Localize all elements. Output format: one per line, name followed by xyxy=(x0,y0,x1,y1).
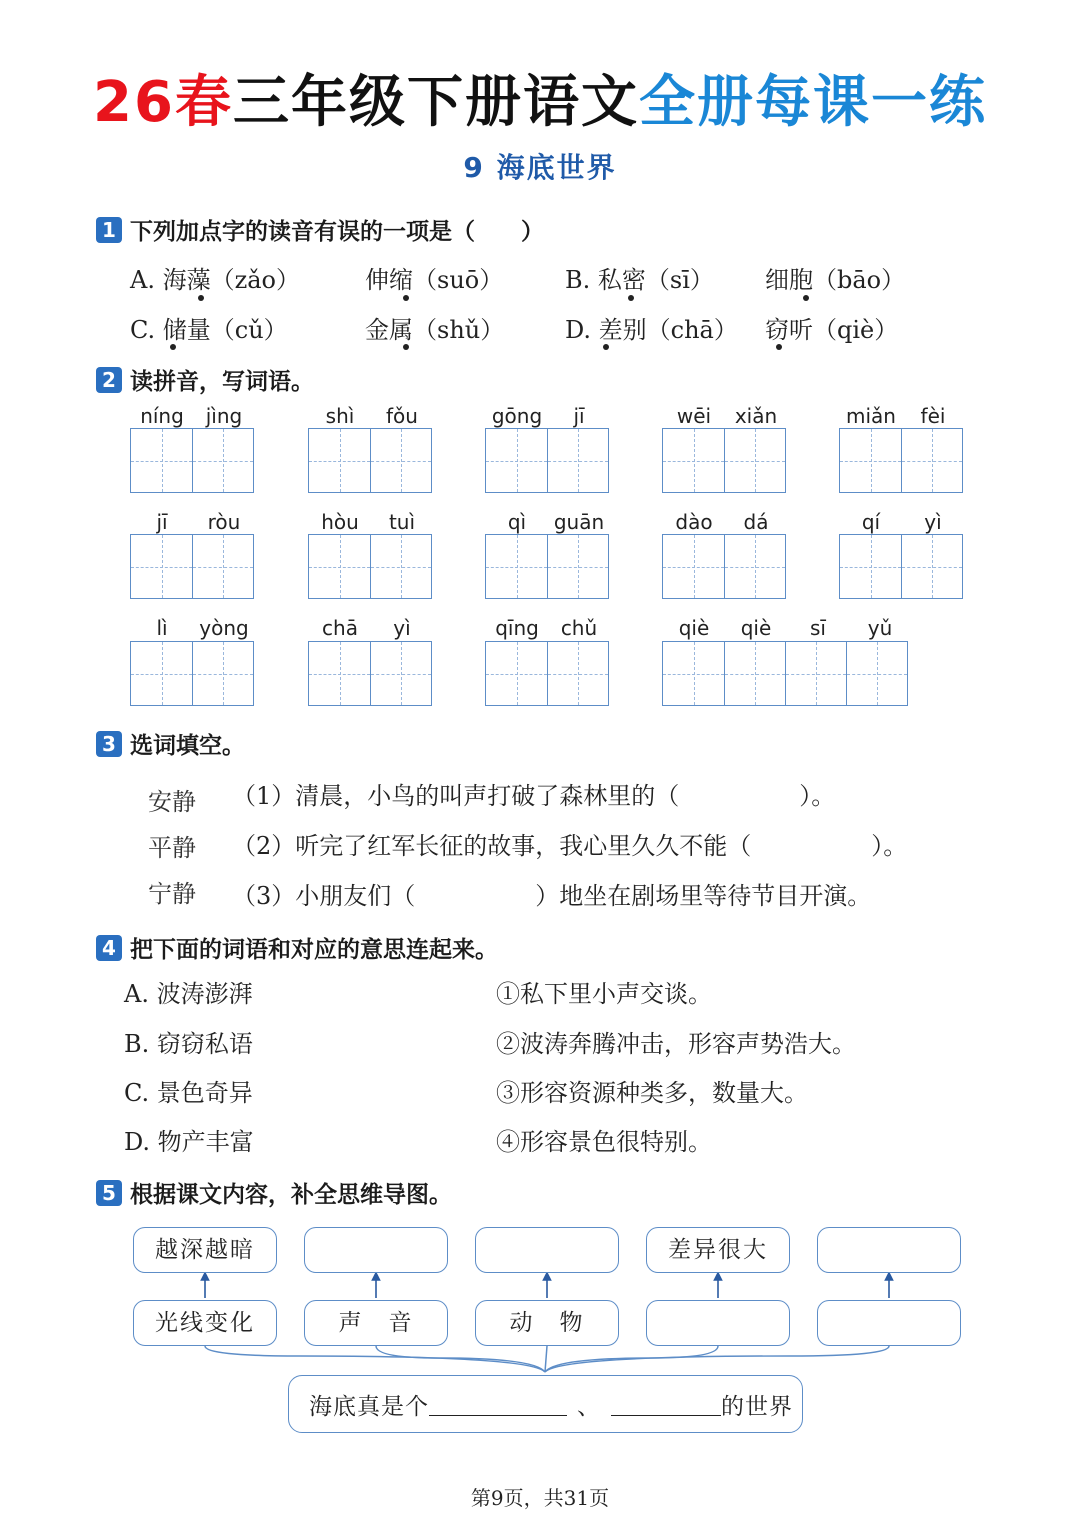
page-footer: 第9页，共31页 xyxy=(470,1486,610,1510)
pinyin: wēi xyxy=(676,404,712,428)
pinyin: dá xyxy=(743,510,769,534)
q1-option: A. 海藻（zǎo） xyxy=(130,266,300,294)
pinyin: lì xyxy=(156,616,168,640)
pinyin: chā xyxy=(322,616,358,640)
banner-title-black: 三年级下册语文 xyxy=(232,70,639,135)
pinyin: shì xyxy=(325,404,355,428)
q1-option: D. 差别（chā） xyxy=(565,316,738,344)
match-term[interactable]: C. 景色奇异 xyxy=(124,1079,253,1107)
pinyin: jìng xyxy=(205,404,243,428)
match-meaning[interactable]: ④形容景色很特别。 xyxy=(496,1128,712,1156)
question-number-badge: 4 xyxy=(96,935,122,961)
pinyin: qì xyxy=(507,510,527,534)
match-meaning[interactable]: ②波涛奔腾冲击，形容声势浩大。 xyxy=(496,1030,856,1058)
match-term[interactable]: B. 窃窃私语 xyxy=(124,1030,253,1058)
mindmap-bottom-box-blank[interactable] xyxy=(817,1300,961,1346)
pinyin: dào xyxy=(675,510,713,534)
answer-blank[interactable] xyxy=(429,1393,567,1416)
pinyin: tuì xyxy=(388,510,416,534)
pinyin: yì xyxy=(924,510,942,534)
mindmap-top-box-blank[interactable] xyxy=(475,1227,619,1273)
question-number-badge: 5 xyxy=(96,1180,122,1206)
pinyin: ròu xyxy=(207,510,241,534)
pinyin: jī xyxy=(573,404,585,428)
pinyin: jī xyxy=(156,510,168,534)
question-prompt: 把下面的词语和对应的意思连起来。 xyxy=(130,937,498,963)
lesson-title: 9 海底世界 xyxy=(463,151,617,184)
match-meaning[interactable]: ①私下里小声交谈。 xyxy=(496,980,712,1008)
match-term[interactable]: D. 物产丰富 xyxy=(124,1128,254,1156)
q1-option: B. 私密（sī） xyxy=(565,266,714,294)
pinyin: chǔ xyxy=(560,616,598,640)
pinyin: xiǎn xyxy=(734,404,778,428)
pinyin: qí xyxy=(861,510,881,534)
q1-option: 窃听（qiè） xyxy=(765,316,899,344)
question-prompt: 下列加点字的读音有误的一项是（ ） xyxy=(130,219,544,245)
question-prompt: 读拼音，写词语。 xyxy=(130,369,314,395)
q1-option: 金属（shǔ） xyxy=(365,316,505,344)
question-number-badge: 3 xyxy=(96,731,122,757)
banner-title-red: 26春 xyxy=(93,70,233,135)
q1-option: C. 储量（cǔ） xyxy=(130,316,288,344)
mindmap-bottom-box-blank[interactable] xyxy=(646,1300,790,1346)
pinyin: sī xyxy=(810,616,826,640)
fill-sentence: （1）清晨，小鸟的叫声打破了森林里的（ ）。 xyxy=(232,782,836,810)
mindmap-bottom-box: 动 物 xyxy=(475,1300,619,1346)
match-term[interactable]: A. 波涛澎湃 xyxy=(124,980,253,1008)
question-number-badge: 1 xyxy=(96,217,122,243)
pinyin: miǎn xyxy=(846,404,896,428)
pinyin: gōng xyxy=(491,404,543,428)
mindmap-bottom-box: 光线变化 xyxy=(133,1300,277,1346)
question-prompt: 根据课文内容，补全思维导图。 xyxy=(130,1182,452,1208)
root-text-after: 的世界 xyxy=(721,1393,793,1420)
mindmap-root-box xyxy=(288,1375,803,1433)
pinyin: yòng xyxy=(199,616,249,640)
question-prompt: 选词填空。 xyxy=(130,733,245,759)
pinyin: qiè xyxy=(678,616,710,640)
pinyin: fèi xyxy=(920,404,946,428)
mindmap-top-box-blank[interactable] xyxy=(817,1227,961,1273)
pinyin: guān xyxy=(553,510,605,534)
mindmap-top-box: 越深越暗 xyxy=(133,1227,277,1273)
pinyin: fǒu xyxy=(386,404,418,428)
pinyin: níng xyxy=(140,404,184,428)
mindmap-top-box: 差异很大 xyxy=(646,1227,790,1273)
mindmap-bottom-box: 声 音 xyxy=(304,1300,448,1346)
fill-sentence: （3）小朋友们（ ）地坐在剧场里等待节目开演。 xyxy=(232,882,872,910)
word-choice: 宁静 xyxy=(148,880,196,908)
pinyin: qiè xyxy=(740,616,772,640)
root-separator: 、 xyxy=(577,1393,601,1420)
banner-title-blue: 全册每课一练 xyxy=(638,70,987,135)
fill-sentence: （2）听完了红军长征的故事，我心里久久不能（ ）。 xyxy=(232,832,908,860)
word-choice: 安静 xyxy=(148,788,196,816)
pinyin: hòu xyxy=(321,510,359,534)
pinyin: yǔ xyxy=(867,616,893,640)
root-text-before: 海底真是个 xyxy=(309,1393,429,1420)
question-number-badge: 2 xyxy=(96,367,122,393)
pinyin: qīng xyxy=(495,616,539,640)
word-choice: 平静 xyxy=(148,834,196,862)
mindmap-top-box-blank[interactable] xyxy=(304,1227,448,1273)
pinyin: yì xyxy=(393,616,411,640)
q1-option: 细胞（bāo） xyxy=(765,266,906,294)
match-meaning[interactable]: ③形容资源种类多，数量大。 xyxy=(496,1079,808,1107)
q1-option: 伸缩（suō） xyxy=(365,266,504,294)
answer-blank[interactable] xyxy=(611,1393,721,1416)
